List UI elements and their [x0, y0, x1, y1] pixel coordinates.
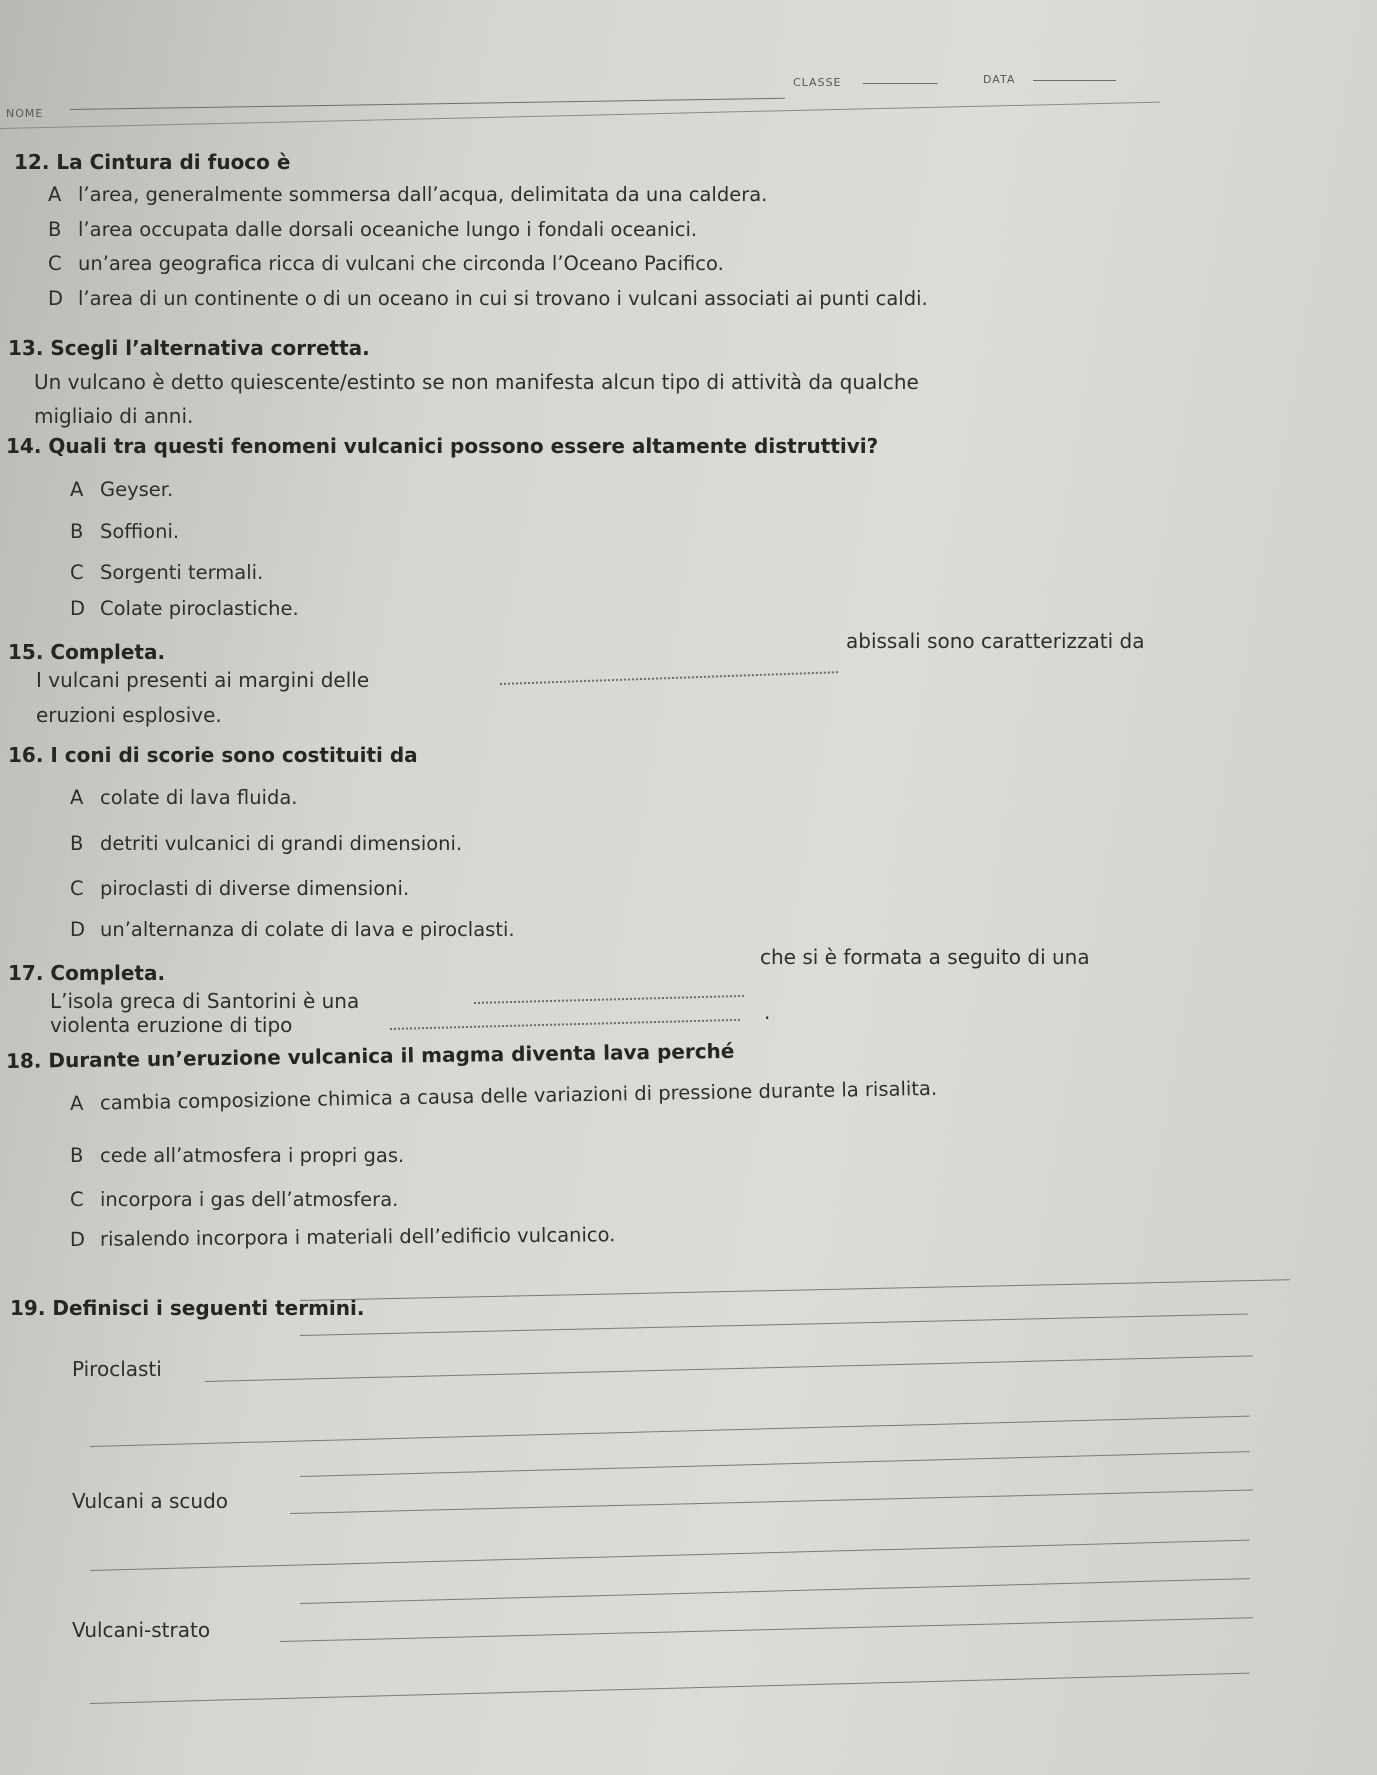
q15-blank[interactable] — [500, 671, 838, 685]
q17-text-start: L’isola greca di Santorini è una — [50, 989, 360, 1013]
option-letter: D — [48, 287, 64, 310]
date-label: DATA — [983, 73, 1016, 86]
option-text: Colate piroclastiche. — [100, 597, 299, 620]
option-letter: B — [70, 520, 84, 543]
question-16: 16. I coni di scorie sono costituiti da — [8, 743, 418, 767]
option-text: Soffioni. — [100, 520, 180, 543]
name-line[interactable] — [70, 98, 785, 110]
option-text: Sorgenti termali. — [100, 561, 264, 584]
option-text: colate di lava fluida. — [100, 786, 298, 809]
class-line[interactable] — [863, 83, 938, 84]
q18-option-b[interactable] — [70, 1144, 404, 1167]
term-piroclasti: Piroclasti — [72, 1357, 162, 1381]
q17-blank-2[interactable] — [390, 1019, 740, 1030]
class-label: CLASSE — [793, 76, 842, 89]
q14-option-a[interactable] — [70, 478, 173, 501]
name-label: NOME — [6, 107, 44, 120]
answer-line-piroclasti[interactable] — [90, 1416, 1250, 1447]
option-text: incorpora i gas dell’atmosfera. — [100, 1188, 399, 1211]
header-rule — [0, 102, 1160, 129]
writing-line — [300, 1451, 1250, 1477]
option-text: un’alternanza di colate di lava e piroclasti. — [100, 918, 515, 941]
option-text: piroclasti di diverse dimensioni. — [100, 877, 410, 900]
q15-text-after: abissali sono caratterizzati da — [846, 629, 1145, 653]
q16-option-a[interactable] — [70, 786, 298, 809]
answer-line-vulcani-strato[interactable] — [90, 1673, 1250, 1704]
option-letter: C — [70, 561, 84, 584]
q18-option-d[interactable] — [70, 1223, 616, 1251]
option-letter: B — [70, 832, 84, 855]
option-text: un’area geografica ricca di vulcani che circonda l’Oceano Pacifico. — [78, 252, 724, 275]
question-18: 18. Durante un’eruzione vulcanica il magma diventa lava perché — [5, 1038, 735, 1073]
question-14: 14. Quali tra questi fenomeni vulcanici possono essere altamente distruttivi? — [6, 434, 879, 458]
writing-line — [300, 1313, 1248, 1336]
question-17: 17. Completa. — [8, 961, 166, 985]
q16-option-c[interactable] — [70, 877, 409, 900]
option-text: l’area occupata dalle dorsali oceaniche lungo i fondali oceanici. — [78, 218, 698, 241]
option-letter: A — [48, 183, 62, 206]
option-text: detriti vulcanici di grandi dimensioni. — [100, 832, 463, 855]
option-letter: A — [70, 786, 84, 809]
option-text: cede all’atmosfera i propri gas. — [100, 1144, 405, 1167]
answer-line-piroclasti[interactable] — [205, 1355, 1253, 1382]
q17-text-after: che si è formata a seguito di una — [760, 945, 1090, 969]
q18-option-a[interactable] — [70, 1077, 937, 1115]
q16-option-d[interactable] — [70, 918, 515, 941]
option-letter: C — [48, 252, 62, 275]
q15-text-start: I vulcani presenti ai margini delle — [36, 668, 370, 692]
option-letter: C — [70, 877, 84, 900]
option-text: cambia composizione chimica a causa delle variazioni di pressione durante la risalita. — [99, 1076, 938, 1115]
q17-blank-1[interactable] — [474, 995, 744, 1004]
option-letter: C — [70, 1188, 84, 1211]
q12-option-c[interactable] — [48, 252, 724, 275]
option-letter: D — [70, 597, 86, 620]
term-vulcani-strato: Vulcani-strato — [72, 1618, 211, 1642]
q14-option-c[interactable] — [70, 561, 263, 584]
question-13: 13. Scegli l’alternativa corretta. — [8, 336, 370, 360]
q17-period: . — [764, 1000, 771, 1024]
answer-line-vulcani-strato[interactable] — [280, 1617, 1253, 1642]
option-letter: D — [70, 918, 86, 941]
q18-option-c[interactable] — [70, 1188, 398, 1211]
option-letter: A — [69, 1091, 84, 1115]
q16-option-b[interactable] — [70, 832, 462, 855]
option-letter: A — [70, 478, 84, 501]
q14-option-b[interactable] — [70, 520, 179, 543]
question-15: 15. Completa. — [8, 640, 166, 664]
option-letter: B — [70, 1144, 84, 1167]
answer-line-vulcani-a-scudo[interactable] — [290, 1489, 1253, 1514]
q17-text-line-2: violenta eruzione di tipo — [50, 1013, 293, 1037]
term-vulcani-a-scudo: Vulcani a scudo — [72, 1489, 229, 1513]
question-19: 19. Definisci i seguenti termini. — [10, 1296, 365, 1320]
option-letter: B — [48, 218, 62, 241]
question-12: 12. La Cintura di fuoco è — [14, 150, 291, 174]
option-letter: D — [69, 1227, 86, 1251]
option-text: risalendo incorpora i materiali dell’edificio vulcanico. — [99, 1223, 616, 1251]
q15-text-end: eruzioni esplosive. — [36, 703, 222, 727]
option-text: l’area, generalmente sommersa dall’acqua, delimitata da una caldera. — [78, 183, 768, 206]
writing-line — [300, 1279, 1290, 1301]
q12-option-a[interactable] — [48, 183, 767, 206]
option-text: Geyser. — [100, 478, 174, 501]
q13-statement-line-1[interactable]: Un vulcano è detto quiescente/estinto se non manifesta alcun tipo di attività da qualche — [34, 370, 919, 394]
q12-option-b[interactable] — [48, 218, 697, 241]
date-line[interactable] — [1033, 80, 1116, 81]
q12-option-d[interactable] — [48, 287, 928, 310]
option-text: l’area di un continente o di un oceano in cui si trovano i vulcani associati ai punti caldi. — [78, 287, 928, 310]
q13-statement-line-2[interactable]: migliaio di anni. — [34, 404, 194, 428]
writing-line — [300, 1578, 1250, 1604]
q14-option-d[interactable] — [70, 597, 299, 620]
answer-line-vulcani-a-scudo[interactable] — [90, 1540, 1250, 1571]
